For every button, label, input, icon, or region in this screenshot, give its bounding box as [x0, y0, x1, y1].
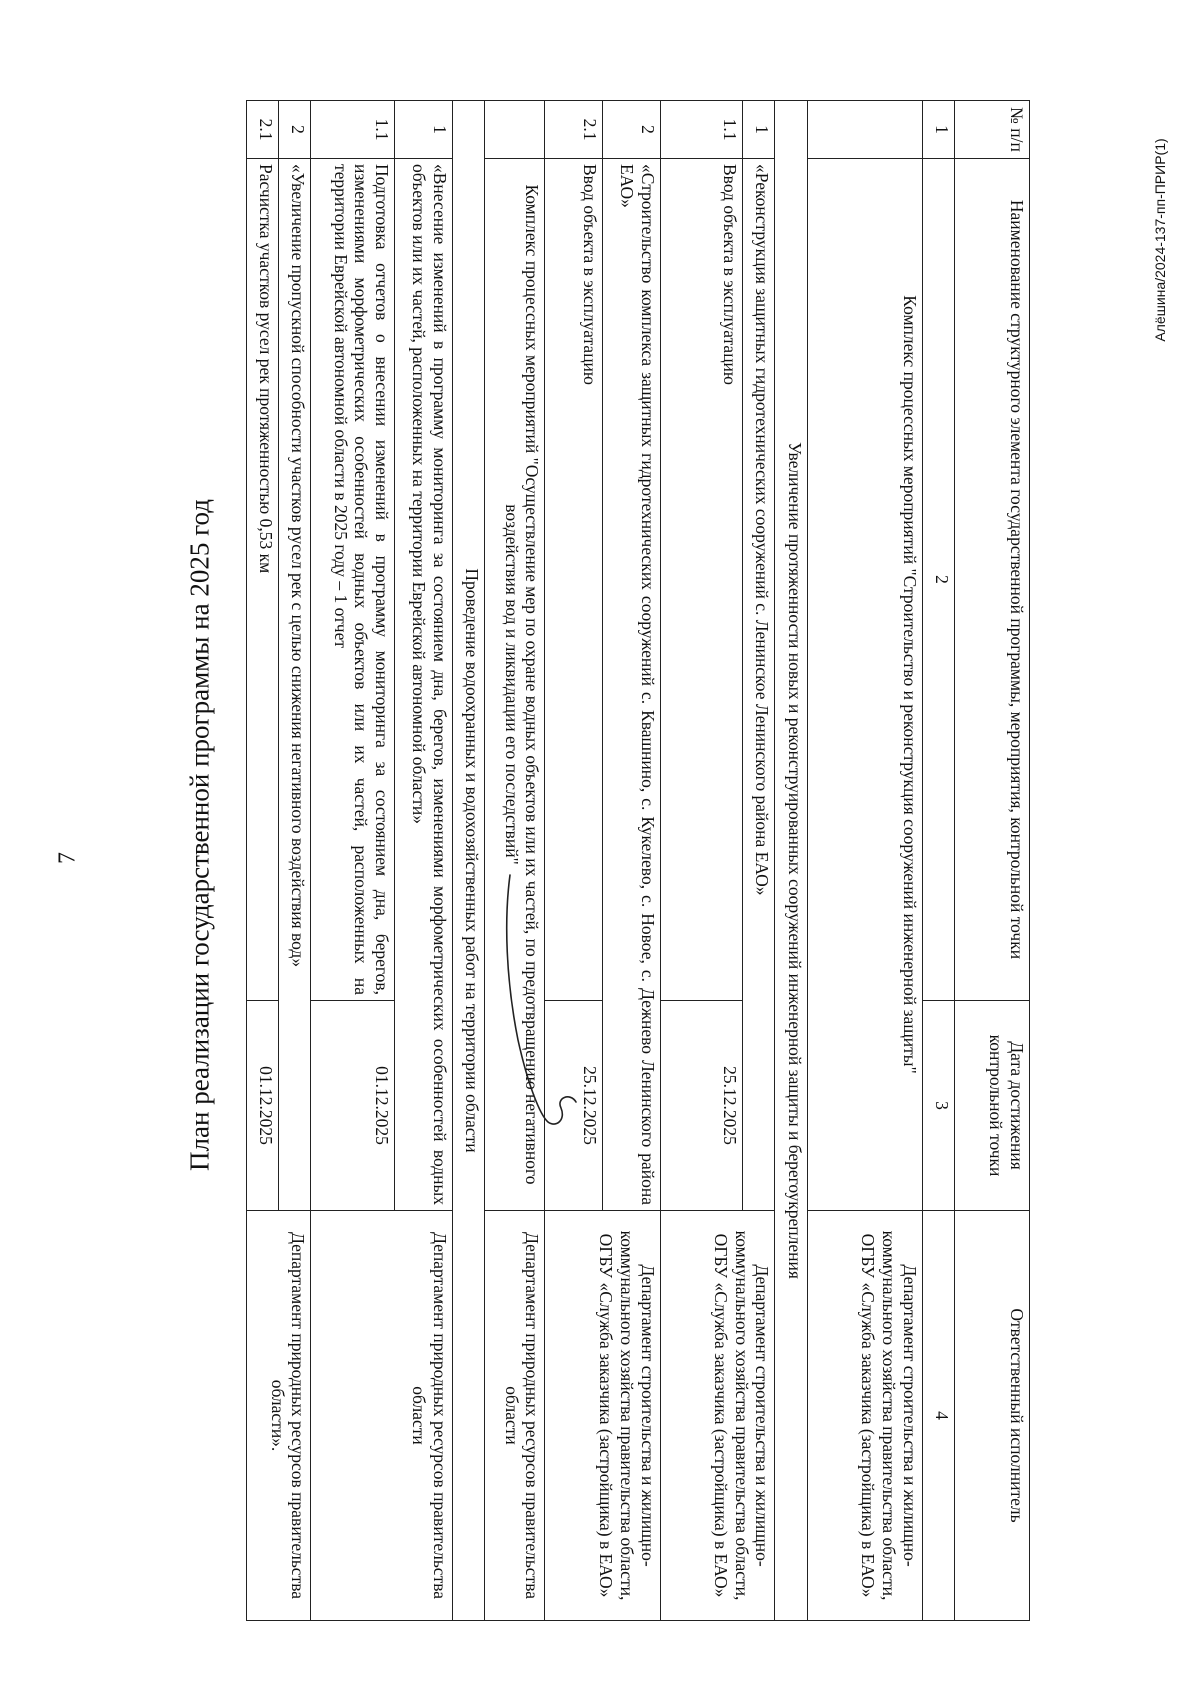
plan-table: [246, 100, 1030, 1621]
row-date: 25.12.2025: [545, 1001, 603, 1211]
header-number-2: 2: [922, 159, 954, 1001]
section-title: Увеличение протяженности новых и реконструированных сооружений инженерной защиты и берегоукрепления: [775, 101, 807, 1621]
row-executor: Департамент природных ресурсов правительства области».: [247, 1211, 311, 1621]
row-num: 2: [602, 101, 660, 159]
document-title: План реализации государственной программы на 2025 год: [184, 499, 215, 1171]
row-num: 2.1: [545, 101, 603, 159]
header-number-1: 1: [922, 101, 954, 159]
header-executor: Ответственный исполнитель: [954, 1211, 1029, 1621]
row-name: «Внесение изменений в программу мониторинга за состоянием дна, берегов, изменениями морфометрических особенностей водных объектов или их частей, расположенных на территории Еврейской автономной области»: [395, 159, 453, 1211]
row-executor: Департамент природных ресурсов правительства области: [311, 1211, 453, 1621]
header-date: Дата достижения контрольной точки: [954, 1001, 1029, 1211]
page-number: 7: [54, 852, 81, 864]
table-row: [807, 101, 922, 1621]
complex-name: Комплекс процессных мероприятий "Осуществление мер по охране водных объектов или их частей, по предотвращению негативного воздействия вод и ликвидации его последствий": [485, 159, 545, 1211]
row-name: Ввод объекта в эксплуатацию: [660, 159, 743, 1001]
row-executor: Департамент природных ресурсов правительства области: [485, 1211, 545, 1621]
table-header-row: [954, 101, 1029, 1621]
section-row: [775, 101, 807, 1621]
row-executor: Департамент строительства и жилищно-коммунального хозяйства правительства области, ОГБУ «Служба заказчика (застройщика) в ЕАО»: [660, 1211, 775, 1621]
row-num: 1: [395, 101, 453, 159]
row-num: [485, 101, 545, 159]
header-numbers-row: [922, 101, 954, 1621]
document-code: Алёшина/2024-137-пп-ПРИР(1): [1152, 138, 1168, 342]
row-num: 1.1: [660, 101, 743, 159]
row-date: 01.12.2025: [247, 1001, 279, 1211]
row-name: «Строительство комплекса защитных гидротехнических сооружений с. Квашнино, с. Кукелево, с. Новое, с. Дежнево Ленинского района ЕАО»: [602, 159, 660, 1211]
row-date: 01.12.2025: [311, 1001, 395, 1211]
row-name: Подготовка отчетов о внесении изменений в программу мониторинга за состоянием дна, берегов, изменениями морфометрических особенностей водных объектов или их частей, расположенных на территории Еврейской автономной области в 2025 году – 1 отчет: [311, 159, 395, 1001]
table-row: [743, 101, 775, 1621]
row-num: 2.1: [247, 101, 279, 159]
row-name: Ввод объекта в эксплуатацию: [545, 159, 603, 1001]
handwritten-signature: [498, 870, 593, 1130]
section-row: [453, 101, 485, 1621]
row-num: [807, 101, 922, 159]
table-row: [395, 101, 453, 1621]
row-date: 25.12.2025: [660, 1001, 743, 1211]
row-name: «Реконструкция защитных гидротехнических сооружений с. Ленинское Ленинского района ЕАО»: [743, 159, 775, 1211]
table-row: [279, 101, 311, 1621]
plan-table-container: [246, 100, 1030, 1620]
section-title: Проведение водоохранных и водохозяйственных работ на территории области: [453, 101, 485, 1621]
row-name: Расчистка участков русел рек протяженностью 0,53 км: [247, 159, 279, 1001]
header-name: Наименование структурного элемента государственной программы, мероприятия, контрольной точки: [954, 159, 1029, 1001]
row-num: 1: [743, 101, 775, 159]
header-number-4: 4: [922, 1211, 954, 1621]
row-executor: Департамент строительства и жилищно-коммунального хозяйства правительства области, ОГБУ «Служба заказчика (застройщика) в ЕАО»: [807, 1211, 922, 1621]
row-num: 1.1: [311, 101, 395, 159]
header-number-3: 3: [922, 1001, 954, 1211]
row-name: «Увеличение пропускной способности участков русел рек с целью снижения негативного воздействия вод»: [279, 159, 311, 1211]
table-row: [602, 101, 660, 1621]
table-row: [485, 101, 545, 1621]
row-num: 2: [279, 101, 311, 159]
header-num: № п/п: [954, 101, 1029, 159]
row-executor: Департамент строительства и жилищно-коммунального хозяйства правительства области, ОГБУ «Служба заказчика (застройщика) в ЕАО»: [545, 1211, 661, 1621]
complex-name: Комплекс процессных мероприятий "Строительство и реконструкция сооружений инженерной защиты": [807, 159, 922, 1211]
